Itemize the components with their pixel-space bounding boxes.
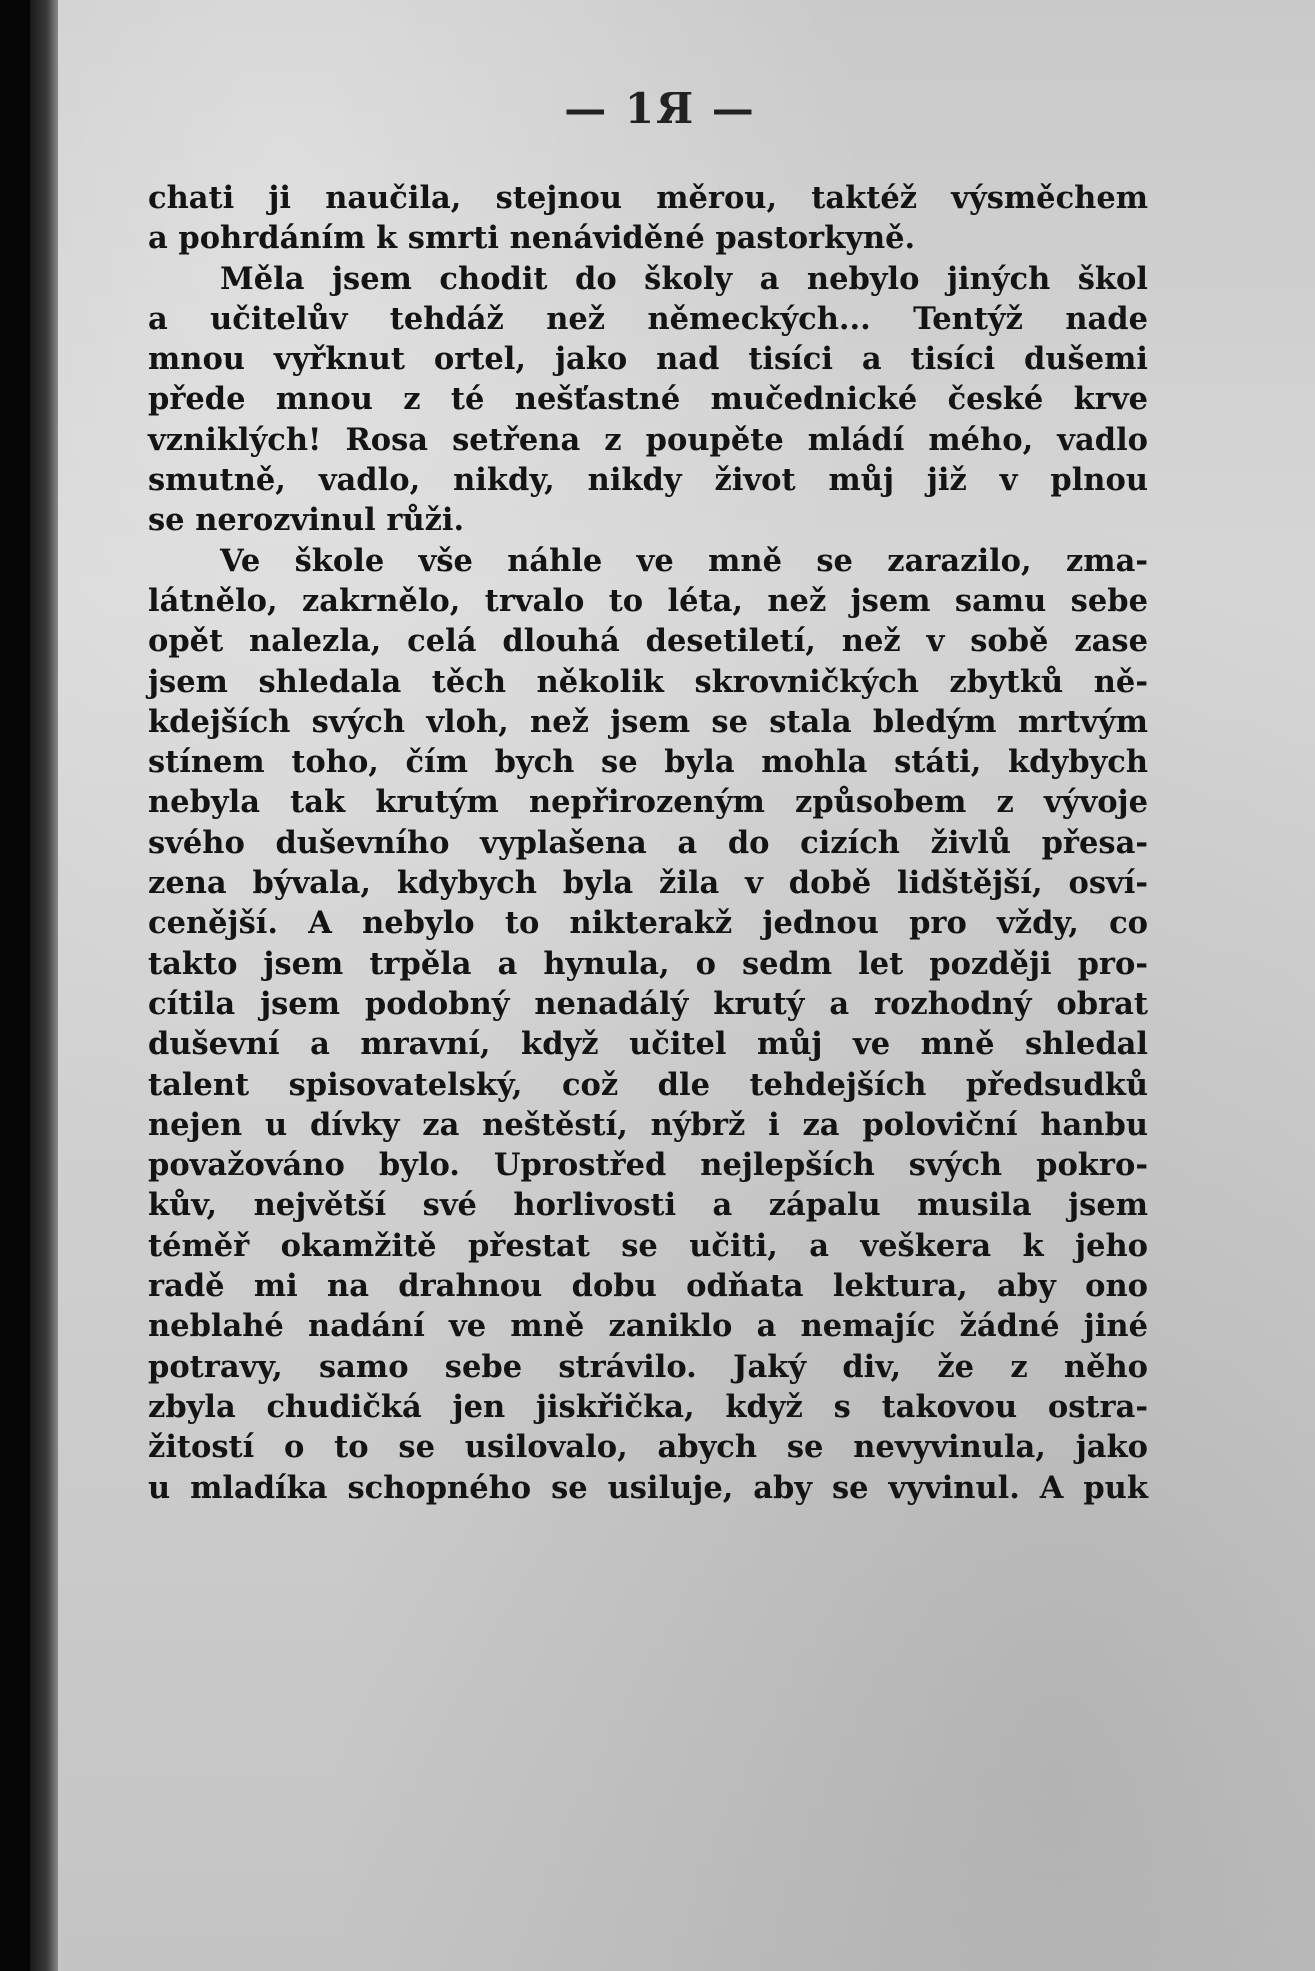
text-line: kdejších svých vloh, než jsem se stala bledým mrtvým bbox=[148, 703, 1148, 740]
text-line: kův, největší své horlivosti a zápalu musila jsem bbox=[148, 1187, 1148, 1224]
text-line: svého duševního vyplašena a do cizích živlů přesa- bbox=[148, 824, 1148, 861]
book-page bbox=[30, 0, 1315, 1971]
text-line: zena bývala, kdybych byla žila v době lidštější, osví- bbox=[148, 865, 1148, 902]
text-line: talent spisovatelský, což dle tehdejších předsudků bbox=[148, 1066, 1148, 1103]
text-line: a učitelův tehdáž než německých... Tentýž nade bbox=[148, 300, 1148, 337]
text-line: u mladíka schopného se usiluje, aby se vyvinul. A puk bbox=[148, 1469, 1148, 1506]
page-number: — 1Я — bbox=[564, 84, 756, 133]
text-line: mnou vyřknut ortel, jako nad tisíci a tisíci dušemi bbox=[148, 341, 1148, 378]
text-line: neblahé nadání ve mně zaniklo a nemajíc žádné jiné bbox=[148, 1308, 1148, 1345]
body-text bbox=[148, 178, 1148, 1508]
page-binding-edge bbox=[30, 0, 58, 1971]
text-line: považováno bylo. Uprostřed nejlepších svých pokro- bbox=[148, 1147, 1148, 1184]
text-line: nebyla tak krutým nepřirozeným způsobem z vývoje bbox=[148, 784, 1148, 821]
text-line: opět nalezla, celá dlouhá desetiletí, než v sobě zase bbox=[148, 623, 1148, 660]
text-line: látnělo, zakrnělo, trvalo to léta, než jsem samu sebe bbox=[148, 582, 1148, 619]
text-line: vzniklých! Rosa setřena z poupěte mládí mého, vadlo bbox=[148, 421, 1148, 458]
text-line: chati ji naučila, stejnou měrou, taktéž výsměchem bbox=[148, 180, 1148, 216]
text-line: zbyla chudičká jen jiskřička, když s takovou ostra- bbox=[148, 1388, 1148, 1425]
text-line: radě mi na drahnou dobu odňata lektura, aby ono bbox=[148, 1268, 1148, 1305]
text-line: téměř okamžitě přestat se učiti, a veškera k jeho bbox=[148, 1227, 1148, 1264]
text-line: žitostí o to se usilovalo, abych se nevyvinula, jako bbox=[148, 1429, 1148, 1466]
text-line: jsem shledala těch několik skrovničkých zbytků ně- bbox=[148, 663, 1148, 700]
text-line: takto jsem trpěla a hynula, o sedm let později pro- bbox=[148, 945, 1148, 982]
text-line: duševní a mravní, když učitel můj ve mně shledal bbox=[148, 1026, 1148, 1063]
text-line: a pohrdáním k smrti nenáviděné pastorkyně. bbox=[148, 220, 916, 257]
text-line: Ve škole vše náhle ve mně se zarazilo, zma- bbox=[220, 542, 1148, 579]
text-line: přede mnou z té nešťastné mučednické české krve bbox=[148, 381, 1148, 418]
text-line: potravy, samo sebe strávilo. Jaký div, že z něho bbox=[148, 1348, 1148, 1385]
text-line: se nerozvinul růži. bbox=[148, 502, 465, 539]
text-line: cítila jsem podobný nenadálý krutý a rozhodný obrat bbox=[148, 985, 1148, 1022]
text-line: smutně, vadlo, nikdy, nikdy život můj již v plnou bbox=[148, 462, 1148, 499]
text-line: Měla jsem chodit do školy a nebylo jiných škol bbox=[220, 260, 1148, 297]
text-line: cenější. A nebylo to nikterakž jednou pro vždy, co bbox=[148, 905, 1148, 942]
text-line: stínem toho, čím bych se byla mohla státi, kdybych bbox=[148, 744, 1148, 781]
text-line: nejen u dívky za neštěstí, nýbrž i za poloviční hanbu bbox=[148, 1106, 1148, 1143]
